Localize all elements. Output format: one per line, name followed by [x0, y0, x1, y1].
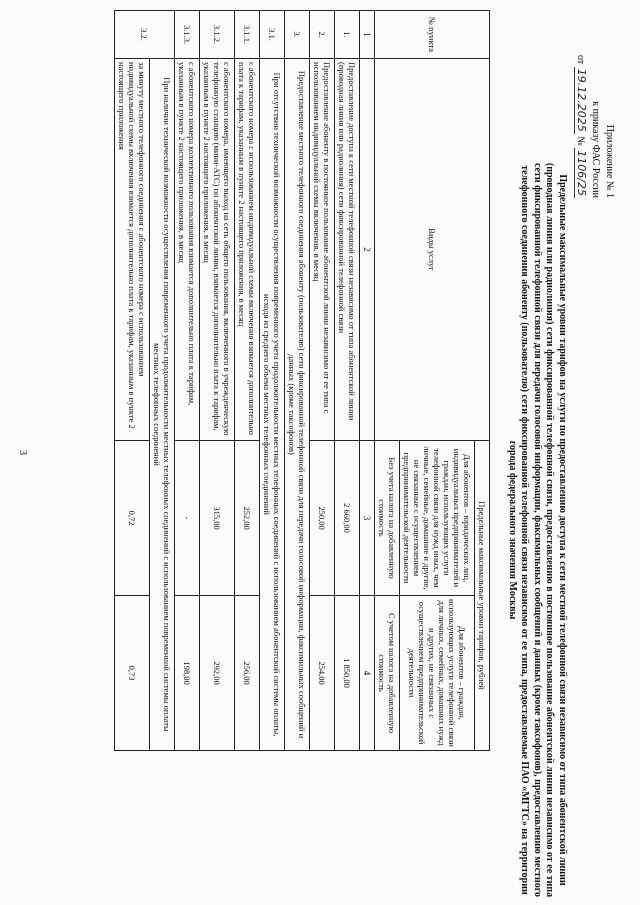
row-section-text: При отсутствии технической возможности осуществления повременного учета продолжительности местных телефонных соединений с использованием абонентской системы оплаты, исходя из среднего объема местных телефонных соединений — [260, 59, 285, 751]
table-row — [150, 11, 175, 751]
header-citizens: Для абонентов – граждан, использующих услуги телефонной связи для личных, семейных, домашних нужд и других, не связанных с осуществлением предпринимательской деятельности — [400, 596, 475, 751]
appendix-from: от — [575, 55, 586, 65]
table-row — [200, 11, 235, 751]
appendix-date: 19.12.2025 — [575, 68, 588, 132]
col-number: 2 — [360, 59, 375, 441]
row-value-with-vat: 0,73 — [115, 596, 150, 751]
row-text: Предоставление абоненту в постоянное пользование абонентской линии независимо от ее типа с использованием индивидуальной схемы включения, в месяц — [310, 59, 335, 441]
row-value-with-vat: 292,00 — [200, 596, 235, 751]
header-no-vat: Без учета налога на добавленную стоимость — [375, 441, 400, 596]
table-row — [335, 11, 360, 751]
appendix-line-2: к приказу ФАС России — [590, 101, 601, 198]
row-section-text: При наличии технической возможности осуществления повременного учета продолжительности местных телефонных соединений с использованием повременной системы оплаты местных телефонных соединений — [150, 59, 175, 751]
table-row — [260, 11, 285, 751]
header-num: № пункта — [375, 11, 490, 59]
header-legal: Для абонентов – юридических лиц, индивидуальных предпринимателей и граждан, использующих услуги телефонной связи для нужд иных, чем личные, семейные, домашние и другие, не связанные с осуществлением предпринимательской деятельности — [400, 441, 475, 596]
row-num: 3.1.1. — [235, 11, 260, 59]
document-title: Предельные максимальные уровни тарифов на услуги по предоставлению доступа к сети местной телефонной связи независимо от типа абонентской линии (проводная линия или радиолиния) сети фиксированной телефонной связи, предоставлению в постоянное пользование абонентской линии независимо от ее типа сети фиксированной телефонной связи для передачи голосовой информации, факсимильных сообщений и данных (кроме таксофонов), предоставлению местного телефонного соединения абоненту (пользователю) сети фиксированной телефонной связи независимо от ее типа, предоставляемые ПАО «МГТС» на территории города федерального значения Москвы — [507, 162, 568, 898]
row-num: 1. — [335, 11, 360, 59]
appendix-number: 1106/25 — [575, 150, 588, 196]
appendix-line-1: Приложение № 1 — [604, 124, 615, 198]
row-value-no-vat: 2 660,00 — [335, 441, 360, 596]
col-number: 3 — [360, 441, 375, 596]
row-value-no-vat: 252,00 — [235, 441, 260, 596]
column-number-row — [360, 11, 375, 751]
row-num: 3.1.3. — [175, 11, 200, 59]
row-value-no-vat: 315,00 — [200, 441, 235, 596]
page-number: 3 — [17, 450, 28, 455]
table-row — [310, 11, 335, 751]
row-num: 3.1.2. — [200, 11, 235, 59]
row-value-with-vat: 256,00 — [235, 596, 260, 751]
row-text: Предоставление доступа к сети местной телефонной связи независимо от типа абонентской линии (проводная линия или радиолиния) сети фиксированной телефонной связи — [335, 59, 360, 441]
row-value-no-vat: - — [175, 441, 200, 596]
appendix-line-3 — [573, 8, 588, 198]
tariff-table — [114, 10, 490, 751]
row-num: 2. — [310, 11, 335, 59]
table-row — [285, 11, 310, 751]
header-with-vat: С учетом налога на добавленную стоимость — [375, 596, 400, 751]
table-row — [175, 11, 200, 751]
table-row — [115, 11, 150, 751]
row-section-text: Предоставление местного телефонного соединения абоненту (пользователю) сети фиксированной телефонной связи для передачи голосовой информации, факсимильных сообщений и данных (кроме таксофонов) — [285, 59, 310, 751]
row-num: 3.2. — [115, 11, 175, 59]
row-text: с абонентского номера с использованием индивидуальной схемы включения взимается дополнительно плата к тарифам, указанным в пункте 2 настоящего приложения, в месяц — [235, 59, 260, 441]
row-value-no-vat: 250,00 — [310, 441, 335, 596]
appendix-block — [573, 8, 616, 198]
row-value-with-vat: 254,00 — [310, 596, 335, 751]
col-number: 4 — [360, 596, 375, 751]
header-row-1 — [475, 11, 490, 751]
row-value-with-vat: 1 850,00 — [335, 596, 360, 751]
col-number: 1 — [360, 11, 375, 59]
row-text: с абонентского номера, имеющего выход на сеть общего пользования, включенного в учрежденческую телефонную станцию (мини-АТС) по абонентской линии, взимается дополнительно плата к тарифам, указанным в пункте 2 настоящего приложения, в месяц — [200, 59, 235, 441]
appendix-number-sign: № — [575, 136, 586, 146]
row-text: с абонентского номера коллективного пользования взимается дополнительно плата к тарифам, указанным в пункте 2 настоящего приложения, в месяц — [175, 59, 200, 441]
row-text: за минуту местного телефонного соединения с абонентского номера с использованием индивидуальной схемы включения взимается дополнительно плата к тарифам, указанным в пункте 2 настоящего приложения — [115, 59, 150, 441]
header-group: Предельные максимальные уровни тарифов, рублей — [475, 441, 490, 751]
row-value-no-vat: 0,72 — [115, 441, 150, 596]
row-num: 3. — [285, 11, 310, 59]
table-row — [235, 11, 260, 751]
row-value-with-vat: 198,00 — [175, 596, 200, 751]
row-num: 3.1. — [260, 11, 285, 59]
header-service: Виды услуг — [375, 59, 490, 441]
